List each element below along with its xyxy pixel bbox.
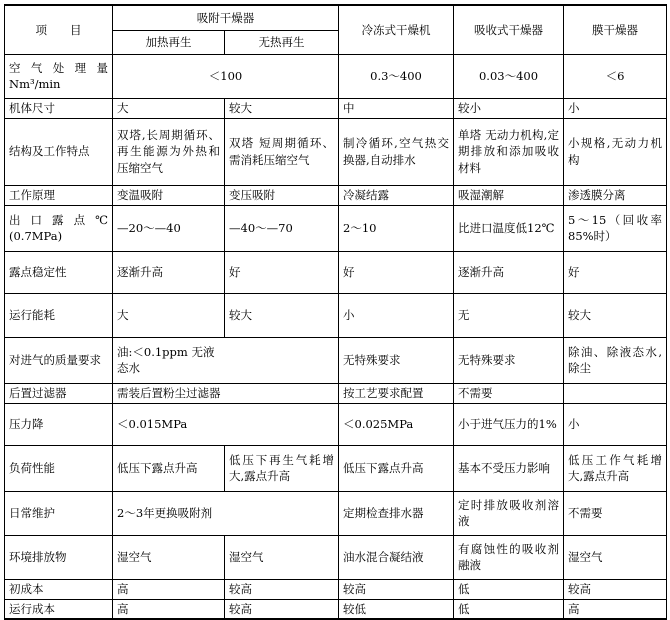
cell-stability-ref: 好 [339,251,454,293]
cell-energy-heated: 大 [113,293,225,337]
label-pressure: 压力降 [5,403,113,445]
cell-initial-heatless: 较高 [225,579,339,599]
header-heated: 加热再生 [113,30,225,54]
label-structure: 结构及工作特点 [5,118,113,185]
cell-emission-heated: 湿空气 [113,535,225,579]
cell-pressure-ads: ＜0.015MPa [113,403,339,445]
cell-principle-ref: 冷凝结露 [339,185,454,205]
row-load [5,445,667,491]
cell-running-heatless: 较高 [225,599,339,619]
cell-capacity-mem: ＜6 [564,54,667,98]
cell-postfilter-abs: 不需要 [454,383,564,403]
row-structure [5,118,667,185]
label-size: 机体尺寸 [5,98,113,118]
header-adsorption: 吸附干燥器 [113,5,339,30]
cell-pressure-abs: 小于进气压力的1% [454,403,564,445]
cell-postfilter-ref: 按工艺要求配置 [339,383,454,403]
cell-postfilter-mem [564,383,667,403]
dryer-comparison-table [4,4,667,620]
cell-initial-mem: 较高 [564,579,667,599]
cell-pressure-mem: 小 [564,403,667,445]
cell-maintenance-mem: 不需要 [564,491,667,535]
cell-emission-heatless: 湿空气 [225,535,339,579]
cell-running-mem: 高 [564,599,667,619]
cell-maintenance-ref: 定期检查排水器 [339,491,454,535]
label-dewpoint: 出口露点℃ (0.7MPa) [5,205,113,251]
cell-load-heated: 低压下露点升高 [113,445,225,491]
label-running: 运行成本 [5,599,113,619]
label-quality: 对进气的质量要求 [5,337,113,383]
cell-principle-heatless: 变压吸附 [225,185,339,205]
cell-stability-heated: 逐渐升高 [113,251,225,293]
header-item: 项 目 [5,5,113,54]
row-initial [5,579,667,599]
cell-size-abs: 较小 [454,98,564,118]
label-load: 负荷性能 [5,445,113,491]
cell-energy-mem: 较大 [564,293,667,337]
cell-quality-ads: 油:＜0.1ppm 无液态水 [113,337,339,383]
cell-load-ref: 低压下露点升高 [339,445,454,491]
cell-quality-mem: 除油、除液态水,除尘 [564,337,667,383]
row-pressure [5,403,667,445]
cell-postfilter-ads: 需装后置粉尘过滤器 [113,383,339,403]
cell-structure-heatless: 双塔 短周期循环、需消耗压缩空气 [225,118,339,185]
cell-size-heated: 大 [113,98,225,118]
row-quality [5,337,667,383]
cell-quality-abs: 无特殊要求 [454,337,564,383]
cell-principle-abs: 吸湿潮解 [454,185,564,205]
cell-structure-mem: 小规格,无动力机构 [564,118,667,185]
cell-pressure-ref: ＜0.025MPa [339,403,454,445]
label-energy: 运行能耗 [5,293,113,337]
cell-dewpoint-heatless: —40～—70 [225,205,339,251]
cell-stability-mem: 好 [564,251,667,293]
label-principle: 工作原理 [5,185,113,205]
cell-running-ref: 较低 [339,599,454,619]
header-membrane: 膜干燥器 [564,5,667,54]
cell-energy-ref: 小 [339,293,454,337]
row-maintenance [5,491,667,535]
cell-load-mem: 低压工作气耗增大,露点升高 [564,445,667,491]
cell-dewpoint-mem: 5～15（回收率85%时） [564,205,667,251]
label-postfilter: 后置过滤器 [5,383,113,403]
row-emission [5,535,667,579]
cell-maintenance-ads: 2～3年更换吸附剂 [113,491,339,535]
row-capacity [5,54,667,98]
cell-initial-abs: 低 [454,579,564,599]
cell-emission-mem: 湿空气 [564,535,667,579]
cell-size-ref: 中 [339,98,454,118]
cell-emission-ref: 油水混合凝结液 [339,535,454,579]
cell-energy-abs: 无 [454,293,564,337]
row-size [5,98,667,118]
label-capacity: 空气处理量 Nm³/min [5,54,113,98]
cell-dewpoint-ref: 2～10 [339,205,454,251]
header-absorption: 吸收式干燥器 [454,5,564,54]
cell-quality-ref: 无特殊要求 [339,337,454,383]
cell-stability-heatless: 好 [225,251,339,293]
cell-structure-abs: 单塔 无动力机构,定期排放和添加吸收材料 [454,118,564,185]
row-stability [5,251,667,293]
label-initial: 初成本 [5,579,113,599]
cell-initial-heated: 高 [113,579,225,599]
cell-capacity-abs: 0.03～400 [454,54,564,98]
row-running [5,599,667,619]
row-energy [5,293,667,337]
cell-dewpoint-abs: 比进口温度低12℃ [454,205,564,251]
row-postfilter [5,383,667,403]
cell-structure-heated: 双塔,长周期循环、再生能源为外热和压缩空气 [113,118,225,185]
cell-stability-abs: 逐渐升高 [454,251,564,293]
cell-load-abs: 基本不受压力影响 [454,445,564,491]
cell-energy-heatless: 较大 [225,293,339,337]
cell-principle-mem: 渗透膜分离 [564,185,667,205]
cell-principle-heated: 变温吸附 [113,185,225,205]
cell-capacity-ads: ＜100 [113,54,339,98]
cell-initial-ref: 较高 [339,579,454,599]
label-stability: 露点稳定性 [5,251,113,293]
cell-running-heated: 高 [113,599,225,619]
cell-load-heatless: 低压下再生气耗增大,露点升高 [225,445,339,491]
header-row-1 [5,5,667,30]
cell-capacity-ref: 0.3～400 [339,54,454,98]
label-maintenance: 日常维护 [5,491,113,535]
row-principle [5,185,667,205]
header-heatless: 无热再生 [225,30,339,54]
header-refrigerated: 冷冻式干燥机 [339,5,454,54]
cell-dewpoint-heated: —20～—40 [113,205,225,251]
cell-emission-abs: 有腐蚀性的吸收剂融液 [454,535,564,579]
row-dewpoint [5,205,667,251]
cell-size-heatless: 较大 [225,98,339,118]
cell-size-mem: 小 [564,98,667,118]
cell-running-abs: 低 [454,599,564,619]
cell-maintenance-abs: 定时排放吸收剂溶液 [454,491,564,535]
cell-structure-ref: 制冷循环,空气热交换器,自动排水 [339,118,454,185]
label-emission: 环境排放物 [5,535,113,579]
